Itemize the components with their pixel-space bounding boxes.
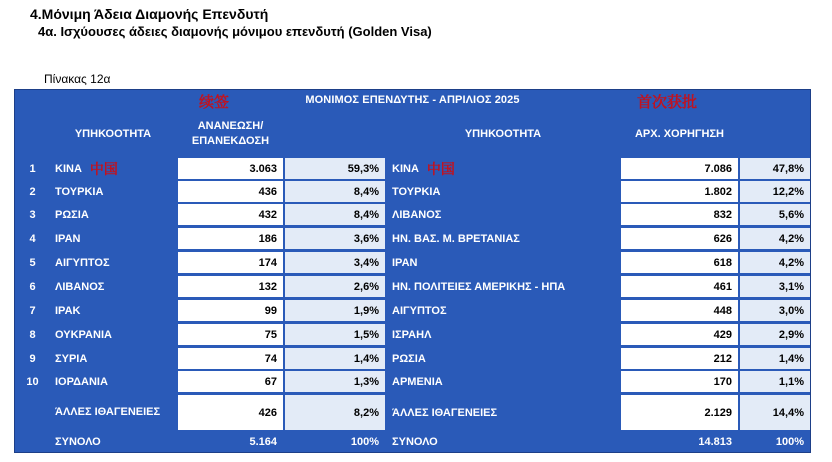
left-country-cell: [50, 252, 176, 273]
right-header-nationality: ΥΠΗΚΟΟΤΗΤΑ: [387, 112, 619, 156]
left-pct-cell: 1,4%: [285, 348, 385, 369]
rank-cell: 5: [16, 252, 49, 273]
left-header-nationality: ΥΠΗΚΟΟΤΗΤΑ: [50, 112, 176, 156]
table-caption: Πίνακας 12α: [44, 72, 111, 86]
golden-visa-table: [14, 89, 811, 453]
right-other-label: ΆΛΛΕΣ ΙΘΑΓΕΝΕΙΕΣ: [387, 395, 619, 430]
right-value-cell: 170: [621, 371, 738, 392]
rank-cell: 3: [16, 204, 49, 225]
rank-cell: 2: [16, 181, 49, 202]
left-country-name: ΙΡΑΚ: [55, 304, 81, 317]
right-pct-cell: 4,2%: [740, 252, 810, 273]
right-country-name: ΙΡΑΝ: [392, 256, 418, 269]
right-country-cell: [387, 252, 619, 273]
rank-cell: 10: [16, 371, 49, 392]
right-country-cell: [387, 300, 619, 321]
left-pct-cell: 2,6%: [285, 276, 385, 297]
section-title: 4.Μόνιμη Άδεια Διαμονής Επενδυτή: [30, 6, 269, 22]
left-country-cell: [50, 158, 176, 179]
left-country-name: ΣΥΡΙΑ: [55, 352, 88, 365]
right-country-name: ΑΡΜΕΝΙΑ: [392, 375, 443, 388]
right-value-cell: 7.086: [621, 158, 738, 179]
left-country-name: ΑΙΓΥΠΤΟΣ: [55, 256, 110, 269]
left-total-value: 5.164: [178, 432, 283, 451]
right-country-name: ΗΝ. ΒΑΣ. Μ. ΒΡΕΤΑΝΙΑΣ: [392, 232, 520, 245]
right-country-name: ΛΙΒΑΝΟΣ: [392, 208, 442, 221]
right-pct-cell: 4,2%: [740, 228, 810, 249]
right-value-cell: 429: [621, 324, 738, 345]
left-value-cell: 436: [178, 181, 283, 202]
left-country-cell: [50, 348, 176, 369]
right-country-cell: [387, 158, 619, 179]
right-country-cell: [387, 181, 619, 202]
left-country-cell: [50, 181, 176, 202]
right-country-name: ΑΙΓΥΠΤΟΣ: [392, 304, 447, 317]
rank-cell: 9: [16, 348, 49, 369]
left-pct-cell: 1,5%: [285, 324, 385, 345]
rank-cell: 4: [16, 228, 49, 249]
right-country-cell: [387, 228, 619, 249]
right-header-first-grant: ΑΡΧ. ΧΟΡΗΓΗΣΗ: [621, 112, 738, 156]
left-value-cell: 432: [178, 204, 283, 225]
right-other-value: 2.129: [621, 395, 738, 430]
right-total-pct: 100%: [740, 432, 810, 451]
left-value-cell: 132: [178, 276, 283, 297]
right-pct-cell: 12,2%: [740, 181, 810, 202]
left-country-name: ΙΟΡΔΑΝΙΑ: [55, 375, 108, 388]
left-country-cell: [50, 300, 176, 321]
rank-cell: 7: [16, 300, 49, 321]
right-pct-cell: 47,8%: [740, 158, 810, 179]
rank-cell: 1: [16, 158, 49, 179]
left-value-cell: 74: [178, 348, 283, 369]
right-value-cell: 212: [621, 348, 738, 369]
rank-cell: 6: [16, 276, 49, 297]
right-value-cell: 626: [621, 228, 738, 249]
right-pct-cell: 3,0%: [740, 300, 810, 321]
right-total-value: 14.813: [621, 432, 738, 451]
left-value-cell: 3.063: [178, 158, 283, 179]
left-other-pct: 8,2%: [285, 395, 385, 430]
right-value-cell: 1.802: [621, 181, 738, 202]
left-value-cell: 99: [178, 300, 283, 321]
left-pct-cell: 1,9%: [285, 300, 385, 321]
right-pct-cell: 3,1%: [740, 276, 810, 297]
left-country-cell: [50, 276, 176, 297]
left-total-pct: 100%: [285, 432, 385, 451]
left-pct-cell: 1,3%: [285, 371, 385, 392]
left-value-cell: 186: [178, 228, 283, 249]
annotation-china-right: 中国: [426, 161, 455, 178]
rank-cell: 8: [16, 324, 49, 345]
right-country-name: ΤΟΥΡΚΙΑ: [392, 185, 441, 198]
left-total-label: ΣΥΝΟΛΟ: [50, 432, 176, 451]
left-pct-cell: 3,6%: [285, 228, 385, 249]
left-country-name: ΚΙΝΑ: [55, 162, 82, 175]
table-title: ΜΟΝΙΜΟΣ ΕΠΕΝΔΥΤΗΣ - ΑΠΡΙΛΙΟΣ 2025: [305, 94, 520, 106]
left-country-cell: [50, 228, 176, 249]
left-pct-cell: 8,4%: [285, 204, 385, 225]
right-country-name: ΙΣΡΑΗΛ: [392, 328, 432, 341]
right-country-name: ΚΙΝΑ: [392, 162, 419, 175]
left-country-name: ΤΟΥΡΚΙΑ: [55, 185, 104, 198]
right-pct-cell: 1,4%: [740, 348, 810, 369]
right-value-cell: 448: [621, 300, 738, 321]
rank-cell-empty: [16, 395, 49, 430]
left-other-value: 426: [178, 395, 283, 430]
left-country-cell: [50, 204, 176, 225]
left-value-cell: 67: [178, 371, 283, 392]
right-country-cell: [387, 204, 619, 225]
left-other-label: ΆΛΛΕΣ ΙΘΑΓΕΝΕΙΕΣ: [50, 395, 176, 430]
left-pct-cell: 8,4%: [285, 181, 385, 202]
left-value-cell: 75: [178, 324, 283, 345]
left-country-name: ΡΩΣΙΑ: [55, 208, 89, 221]
left-value-cell: 174: [178, 252, 283, 273]
right-country-cell: [387, 276, 619, 297]
right-pct-cell: 5,6%: [740, 204, 810, 225]
right-other-pct: 14,4%: [740, 395, 810, 430]
left-country-cell: [50, 371, 176, 392]
left-country-name: ΟΥΚΡΑΝΙΑ: [55, 328, 112, 341]
right-country-cell: [387, 324, 619, 345]
right-value-cell: 832: [621, 204, 738, 225]
annotation-china-left: 中国: [89, 161, 118, 178]
annotation-renewal: 续签: [199, 93, 230, 111]
annotation-first-grant: 首次获批: [637, 93, 698, 111]
left-country-cell: [50, 324, 176, 345]
right-country-name: ΡΩΣΙΑ: [392, 352, 426, 365]
right-pct-cell: 2,9%: [740, 324, 810, 345]
subsection-title: 4α. Ισχύουσες άδειες διαμονής μόνιμου επενδυτή (Golden Visa): [38, 24, 432, 39]
right-value-cell: 461: [621, 276, 738, 297]
right-pct-cell: 1,1%: [740, 371, 810, 392]
right-country-cell: [387, 371, 619, 392]
left-country-name: ΛΙΒΑΝΟΣ: [55, 280, 105, 293]
left-country-name: ΙΡΑΝ: [55, 232, 81, 245]
right-country-name: ΗΝ. ΠΟΛΙΤΕΙΕΣ ΑΜΕΡΙΚΗΣ - ΗΠΑ: [392, 280, 566, 293]
left-header-renewals: ΑΝΑΝΕΩΣΗ/ ΕΠΑΝΕΚΔΟΣΗ: [178, 112, 283, 156]
left-pct-cell: 3,4%: [285, 252, 385, 273]
right-country-cell: [387, 348, 619, 369]
right-value-cell: 618: [621, 252, 738, 273]
left-pct-cell: 59,3%: [285, 158, 385, 179]
right-total-label: ΣΥΝΟΛΟ: [387, 432, 619, 451]
